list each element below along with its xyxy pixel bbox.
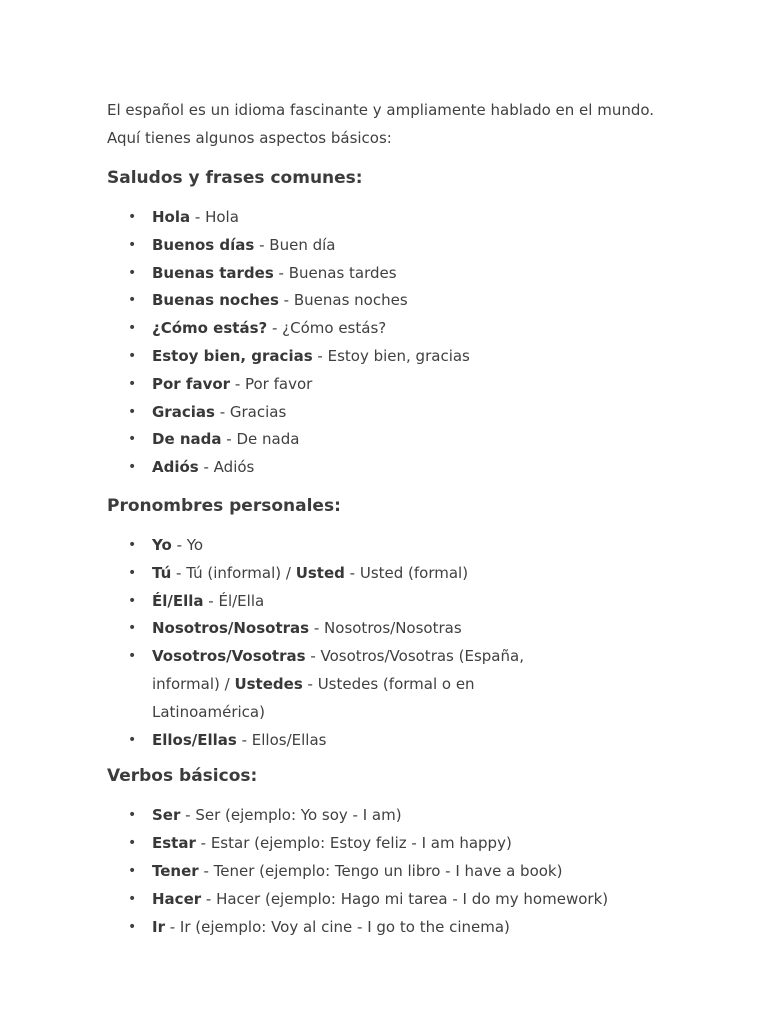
- bullet-icon: •: [128, 620, 137, 637]
- bullet-icon: •: [128, 292, 137, 309]
- description-secondary: - Usted (formal): [344, 563, 469, 582]
- description: - Buen día: [254, 235, 336, 254]
- list-item: [107, 204, 707, 232]
- term: Ellos/Ellas: [152, 730, 237, 749]
- list-pronombres: [107, 532, 707, 754]
- bullet-icon: •: [128, 236, 137, 253]
- description: - Ellos/Ellas: [236, 730, 327, 749]
- list-item: [107, 615, 707, 643]
- term: Tú: [152, 563, 172, 582]
- list-item: [107, 260, 707, 288]
- section-heading-verbos: Verbos básicos:: [107, 766, 258, 787]
- list-verbos: [107, 802, 707, 941]
- term: Buenos días: [152, 235, 255, 254]
- description: - Buenas noches: [278, 291, 408, 310]
- description: - De nada: [221, 430, 300, 449]
- bullet-icon: •: [128, 431, 137, 448]
- term: Buenas noches: [152, 291, 279, 310]
- bullet-icon: •: [128, 209, 137, 225]
- list-item: [107, 287, 707, 315]
- list-saludos: [107, 204, 707, 482]
- list-item: [107, 643, 592, 726]
- description: - Yo: [171, 535, 204, 554]
- intro-paragraph: [107, 96, 707, 152]
- list-item: [107, 914, 707, 942]
- description: - Nosotros/Nosotras: [309, 619, 462, 638]
- list-item: [107, 454, 707, 482]
- term: Tener: [152, 861, 199, 880]
- list-item: [107, 830, 707, 858]
- description: - Hola: [190, 208, 239, 226]
- description: - Tú (informal) /: [171, 563, 296, 582]
- list-item: [107, 371, 707, 399]
- list-item: [107, 426, 707, 454]
- description: - Ser (ejemplo: Yo soy - I am): [180, 806, 402, 825]
- list-item: [107, 588, 707, 616]
- list-item: [107, 802, 707, 830]
- bullet-icon: •: [128, 375, 137, 392]
- description: - Vosotros/Vosotras (España, informal) /: [152, 647, 524, 693]
- description: - Hacer (ejemplo: Hago mi tarea - I do my homework): [201, 889, 609, 908]
- term: Buenas tardes: [152, 263, 274, 282]
- bullet-icon: •: [128, 835, 137, 852]
- bullet-icon: •: [128, 648, 137, 665]
- term: Adiós: [152, 458, 199, 477]
- bullet-icon: •: [128, 536, 137, 553]
- bullet-icon: •: [128, 592, 137, 609]
- bullet-icon: •: [128, 459, 137, 476]
- intro-line-1: El español es un idioma fascinante y ampliamente hablado en el mundo.: [107, 101, 655, 119]
- term: Ir: [152, 917, 165, 936]
- term: Vosotros/Vosotras: [152, 647, 306, 666]
- term: De nada: [152, 430, 222, 449]
- intro-line-2: Aquí tienes algunos aspectos básicos:: [107, 129, 392, 147]
- description: - Estar (ejemplo: Estoy feliz - I am happy): [195, 834, 512, 853]
- term: Ser: [152, 806, 181, 825]
- term: Gracias: [152, 402, 215, 421]
- list-item: [107, 343, 707, 371]
- term: Yo: [152, 535, 172, 554]
- bullet-icon: •: [128, 264, 137, 281]
- term: Estar: [152, 834, 196, 853]
- description: - Estoy bien, gracias: [312, 346, 470, 365]
- list-item: [107, 727, 707, 755]
- term: Por favor: [152, 374, 231, 393]
- term: Él/Ella: [152, 591, 204, 610]
- bullet-icon: •: [128, 320, 137, 337]
- description-secondary: - Ustedes (formal o en Latinoamérica): [152, 674, 475, 721]
- description: - Tener (ejemplo: Tengo un libro - I have a book): [198, 861, 563, 880]
- term: Nosotros/Nosotras: [152, 619, 310, 638]
- list-item: [107, 232, 707, 260]
- list-item: [107, 532, 707, 560]
- bullet-icon: •: [128, 918, 137, 935]
- description: - Por favor: [230, 374, 313, 393]
- bullet-icon: •: [128, 731, 137, 748]
- description: - Ir (ejemplo: Voy al cine - I go to the cinema): [164, 917, 510, 936]
- description: - Adiós: [198, 458, 255, 477]
- list-item: [107, 886, 707, 914]
- term: ¿Cómo estás?: [152, 319, 268, 338]
- document-body: [107, 96, 707, 941]
- term: Hacer: [152, 889, 202, 908]
- description: - Gracias: [214, 402, 287, 421]
- term-secondary: Ustedes: [234, 674, 303, 693]
- section-heading-saludos: Saludos y frases comunes:: [107, 168, 363, 188]
- list-item: [107, 315, 707, 343]
- term: Estoy bien, gracias: [152, 346, 313, 365]
- bullet-icon: •: [128, 347, 137, 364]
- term-secondary: Usted: [295, 563, 345, 582]
- term: Hola: [152, 208, 191, 226]
- bullet-icon: •: [128, 862, 137, 879]
- bullet-icon: •: [128, 807, 137, 824]
- bullet-icon: •: [128, 564, 137, 581]
- list-item: [107, 399, 707, 427]
- section-heading-pronombres: Pronombres personales:: [107, 495, 341, 516]
- list-item: [107, 858, 707, 886]
- description: - Él/Ella: [203, 591, 265, 610]
- bullet-icon: •: [128, 890, 137, 907]
- description: - Buenas tardes: [273, 263, 397, 282]
- list-item: [107, 560, 707, 588]
- bullet-icon: •: [128, 403, 137, 420]
- description: - ¿Cómo estás?: [267, 319, 387, 338]
